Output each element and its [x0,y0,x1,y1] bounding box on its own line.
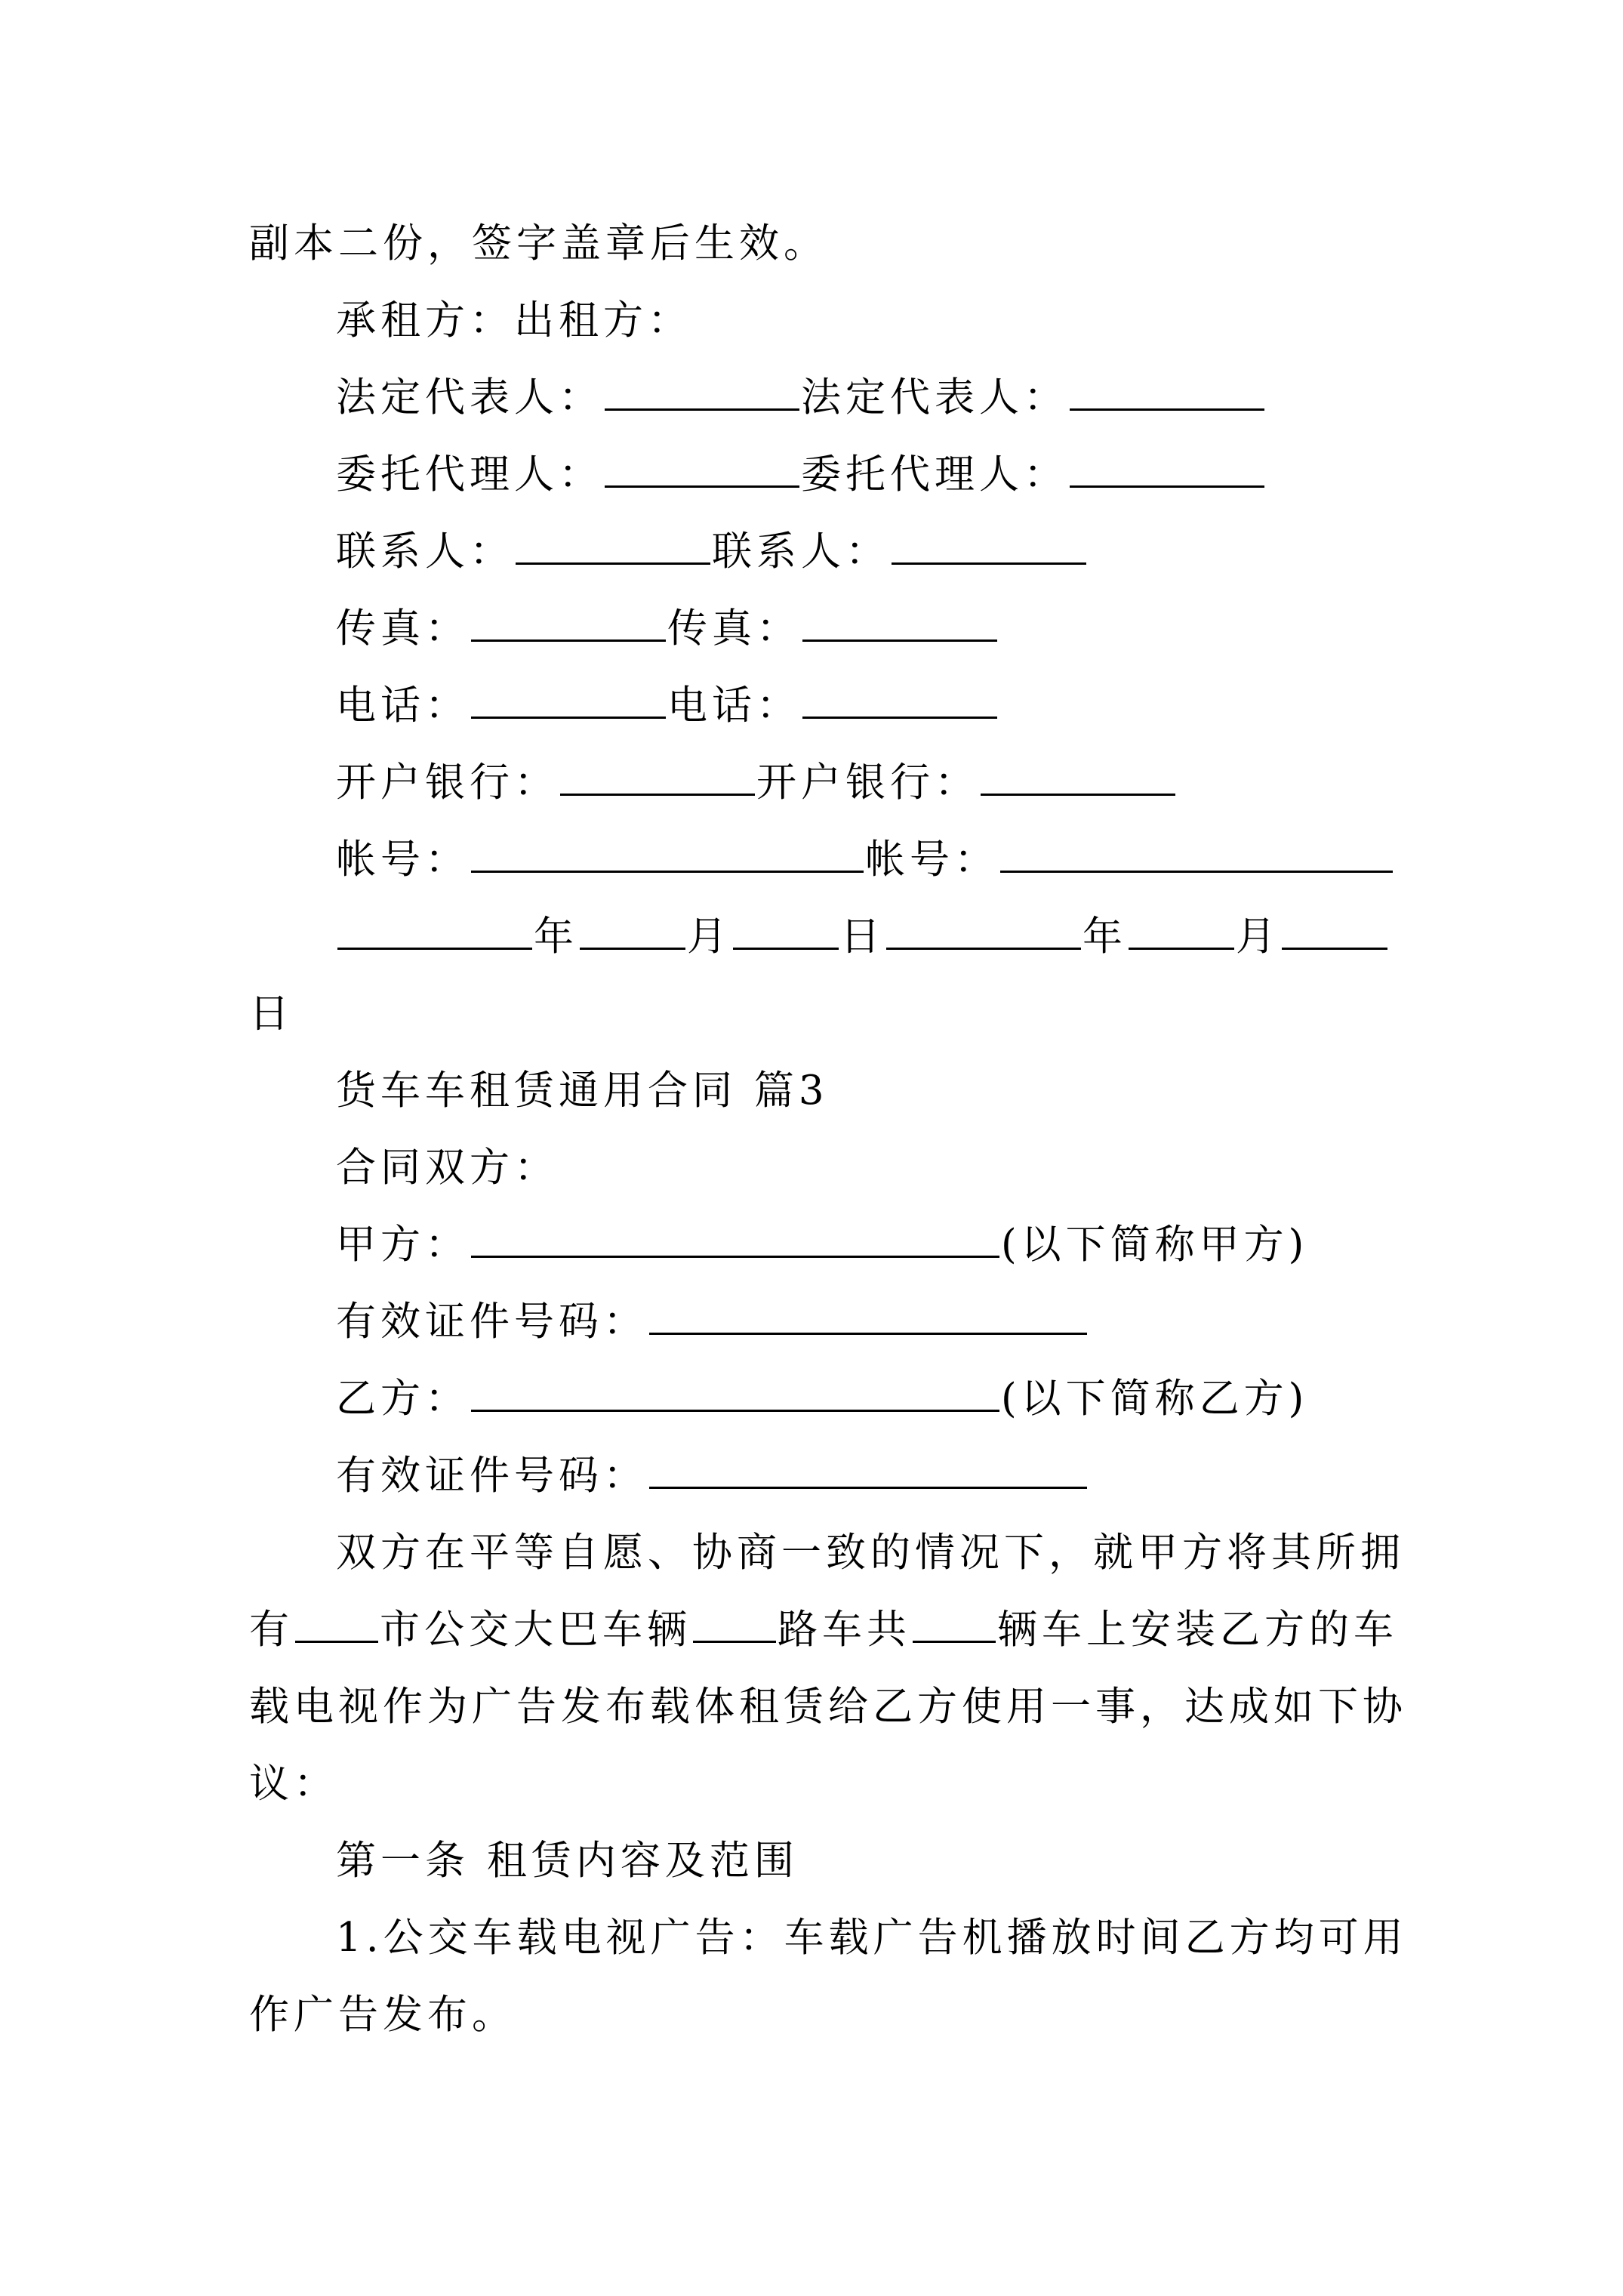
fill-blank [295,1610,378,1643]
text: 承租方：出租方： [336,297,692,344]
text: 货车车租赁通用合同 篇3 [336,1068,829,1114]
text: 有 [249,1607,294,1653]
label: 法定代表人： [336,374,603,421]
legal-rep-row [336,374,1266,421]
phone-row [336,683,999,729]
label: 帐号： [865,837,999,883]
article-heading [336,1838,799,1884]
fill-blank [1070,455,1264,488]
contact-row [336,529,1088,575]
date-row [336,914,1389,960]
label: (以下简称甲方) [1001,1222,1309,1268]
fill-blank [605,455,799,488]
label: 开户银行： [756,760,979,806]
text: 市公交大巴车辆 [380,1607,691,1653]
text: 载电视作为广告发布载体租赁给乙方使用一事，达成如下协 [249,1684,1407,1730]
fill-blank [1000,840,1393,873]
text-line [249,991,294,1037]
fill-blank [802,686,997,719]
fill-blank [471,609,666,642]
text-line [249,1607,1398,1653]
label: 月 [687,914,731,960]
label: 帐号： [336,837,470,883]
id-row [336,1453,1089,1499]
fill-blank [981,763,1175,796]
fill-blank [649,1302,1087,1335]
label: 年 [1083,914,1127,960]
fill-blank [913,1610,996,1643]
label: 法定代表人： [801,374,1068,421]
fill-blank [471,686,666,719]
id-row [336,1299,1089,1345]
text-line [336,1145,559,1191]
label: 有效证件号码： [336,1453,648,1499]
section-title [336,1068,829,1114]
label: 日 [840,914,885,960]
text-line [336,1530,1405,1576]
fill-blank [471,1379,999,1412]
fill-blank [886,917,1081,950]
label: 电话： [336,683,470,729]
fill-blank [733,917,839,950]
label: 传真： [336,606,470,652]
label: 委托代理人： [336,451,603,498]
label: 联系人： [336,529,514,575]
label: 有效证件号码： [336,1299,648,1345]
label: (以下简称乙方) [1001,1376,1309,1422]
text: 副本二份，签字盖章后生效。 [249,220,828,267]
label: 联系人： [712,529,890,575]
party-a-row [336,1222,1309,1268]
label: 月 [1236,914,1280,960]
text: 辆车上安装乙方的车 [997,1607,1398,1653]
text: 议： [249,1761,338,1807]
fill-blank [1129,917,1234,950]
fill-blank [649,1456,1087,1489]
signatory-header [336,297,692,344]
text-line [249,1761,338,1807]
agent-row [336,451,1266,498]
party-b-row [336,1376,1309,1422]
label: 甲方： [336,1222,470,1268]
fill-blank [802,609,997,642]
text: 作广告发布。 [249,1992,516,2038]
text: 合同双方： [336,1145,559,1191]
fax-row [336,606,999,652]
fill-blank [337,917,532,950]
text-line [249,1684,1407,1730]
fill-blank [471,1225,999,1258]
account-row [336,837,1394,883]
bank-row [336,760,1177,806]
fill-blank [560,763,755,796]
text: 1.公交车载电视广告：车载广告机播放时间乙方均可用 [336,1915,1408,1961]
text: 第一条 租赁内容及范围 [336,1838,799,1884]
fill-blank [580,917,685,950]
text: 双方在平等自愿、协商一致的情况下，就甲方将其所拥 [336,1530,1405,1576]
label: 乙方： [336,1376,470,1422]
fill-blank [471,840,864,873]
fill-blank [892,532,1086,565]
fill-blank [516,532,710,565]
label: 电话： [667,683,801,729]
text-line [336,1915,1408,1961]
text-line [249,1992,516,2038]
label: 传真： [667,606,801,652]
fill-blank [605,378,799,411]
fill-blank [693,1610,776,1643]
label: 开户银行： [336,760,559,806]
text: 路车共 [778,1607,911,1653]
fill-blank [1070,378,1264,411]
text-line [249,220,828,267]
fill-blank [1282,917,1387,950]
label: 年 [534,914,578,960]
text: 日 [249,991,294,1037]
label: 委托代理人： [801,451,1068,498]
